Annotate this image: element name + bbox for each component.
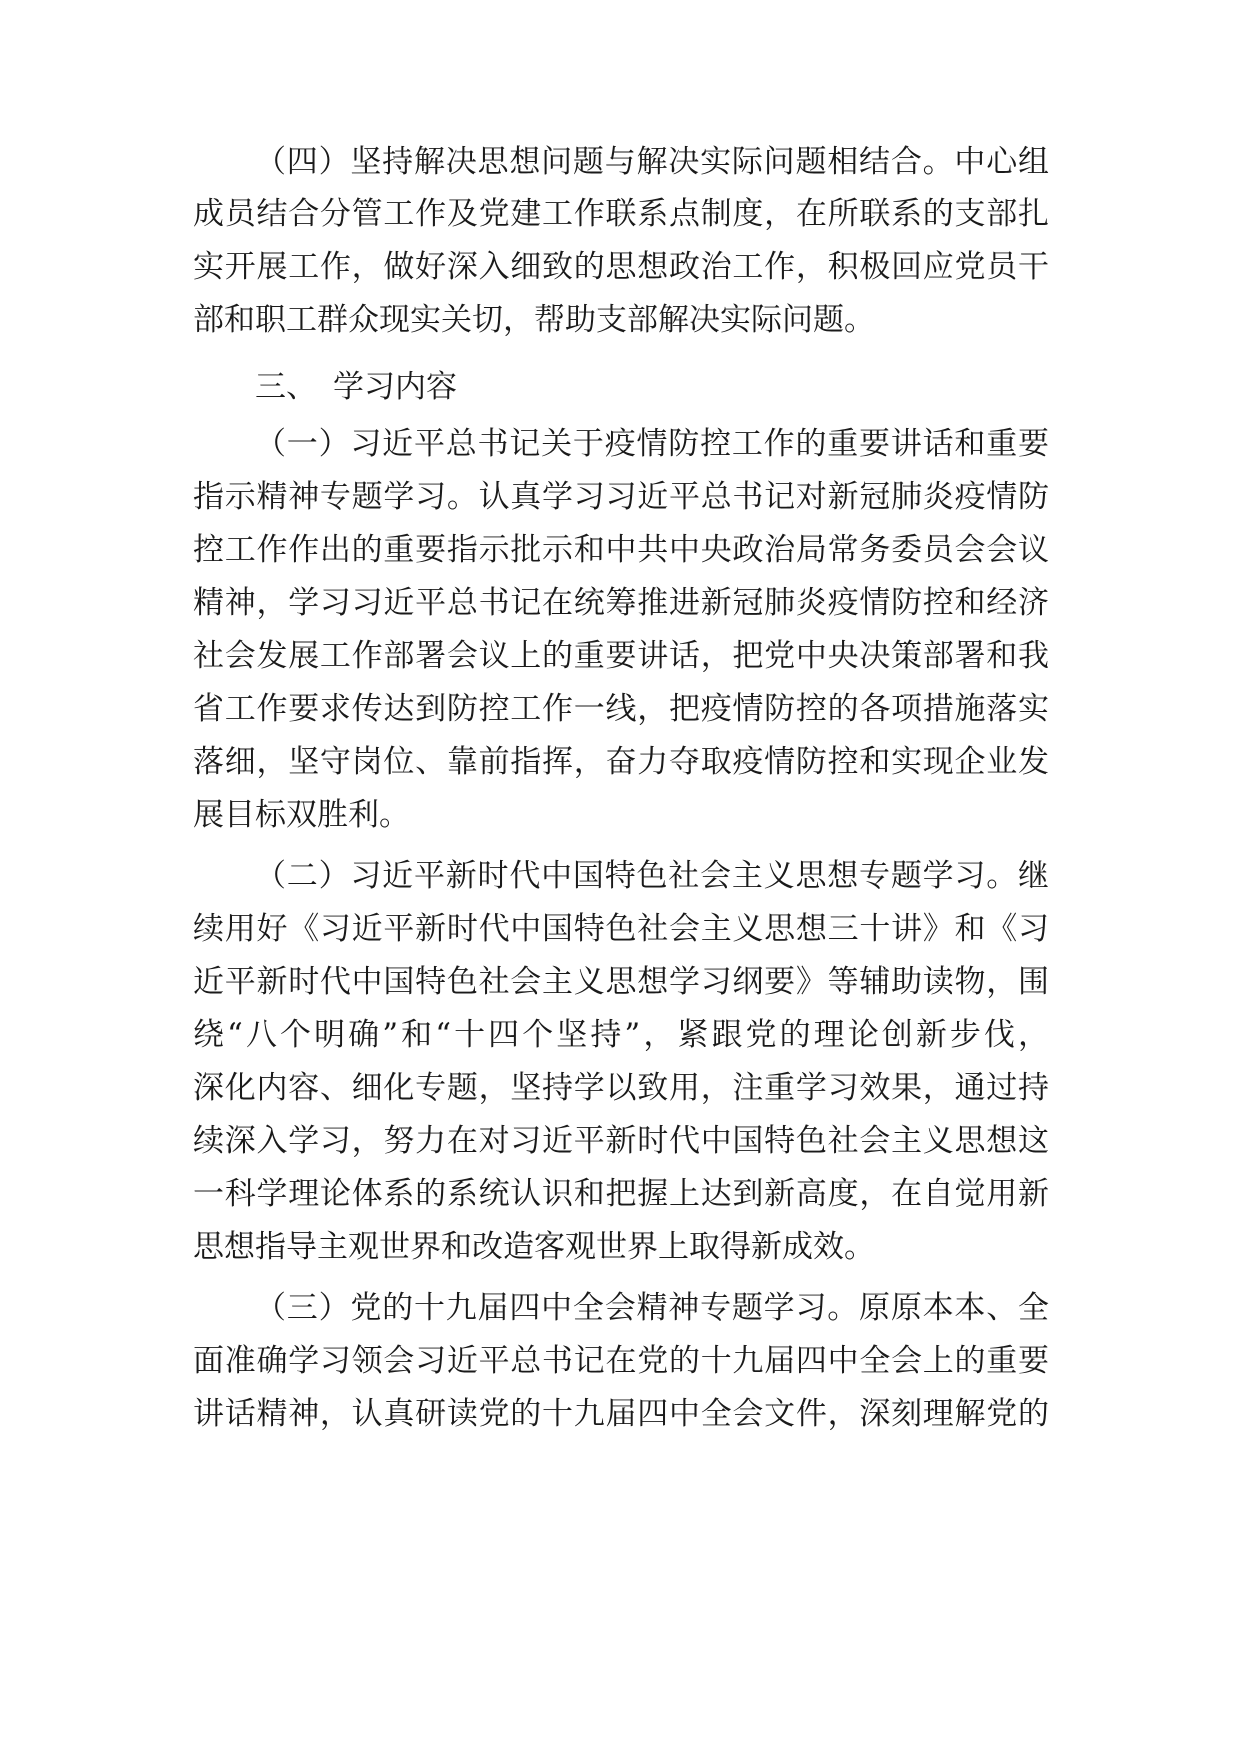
text-line: 续用好《习近平新时代中国特色社会主义思想三十讲》和《习 [193, 911, 1049, 947]
text-line: 续深入学习，努力在对习近平新时代中国特色社会主义思想这 [193, 1123, 1049, 1159]
text-line: 控工作作出的重要指示批示和中共中央政治局常务委员会会议 [193, 532, 1049, 568]
text-line: 绕“八个明确”和“十四个坚持”，紧跟党的理论创新步伐， [193, 1017, 1049, 1053]
text-line: 近平新时代中国特色社会主义思想学习纲要》等辅助读物，围 [193, 964, 1049, 1000]
text-line: 实开展工作，做好深入细致的思想政治工作，积极回应党员干 [193, 249, 1049, 285]
text-line: 面准确学习领会习近平总书记在党的十九届四中全会上的重要 [193, 1343, 1049, 1379]
section-number: 三、 [255, 369, 317, 405]
section-title: 学习内容 [333, 369, 457, 405]
text-line: 深化内容、细化专题，坚持学以致用，注重学习效果，通过持 [193, 1070, 1049, 1106]
text-line: （一）习近平总书记关于疫情防控工作的重要讲话和重要 [255, 426, 1049, 462]
text-line: 指示精神专题学习。认真学习习近平总书记对新冠肺炎疫情防 [193, 479, 1049, 515]
text-line: 一科学理论体系的系统认识和把握上达到新高度，在自觉用新 [193, 1176, 1049, 1212]
text-line: 展目标双胜利。 [193, 797, 410, 833]
text-line: （二）习近平新时代中国特色社会主义思想专题学习。继 [255, 858, 1049, 894]
text-line: （三）党的十九届四中全会精神专题学习。原原本本、全 [255, 1290, 1049, 1326]
text-line: 精神，学习习近平总书记在统筹推进新冠肺炎疫情防控和经济 [193, 585, 1049, 621]
text-line: 讲话精神，认真研读党的十九届四中全会文件，深刻理解党的 [193, 1396, 1049, 1432]
text-line: 社会发展工作部署会议上的重要讲话，把党中央决策部署和我 [193, 638, 1049, 674]
text-line: 落细，坚守岗位、靠前指挥，奋力夺取疫情防控和实现企业发 [193, 744, 1049, 780]
text-line: 省工作要求传达到防控工作一线，把疫情防控的各项措施落实 [193, 691, 1049, 727]
section-heading [255, 359, 457, 415]
text-line: 部和职工群众现实关切，帮助支部解决实际问题。 [193, 302, 875, 338]
text-line: （四）坚持解决思想问题与解决实际问题相结合。中心组 [255, 144, 1049, 180]
text-line: 成员结合分管工作及党建工作联系点制度，在所联系的支部扎 [193, 196, 1049, 232]
text-line: 思想指导主观世界和改造客观世界上取得新成效。 [193, 1229, 875, 1265]
